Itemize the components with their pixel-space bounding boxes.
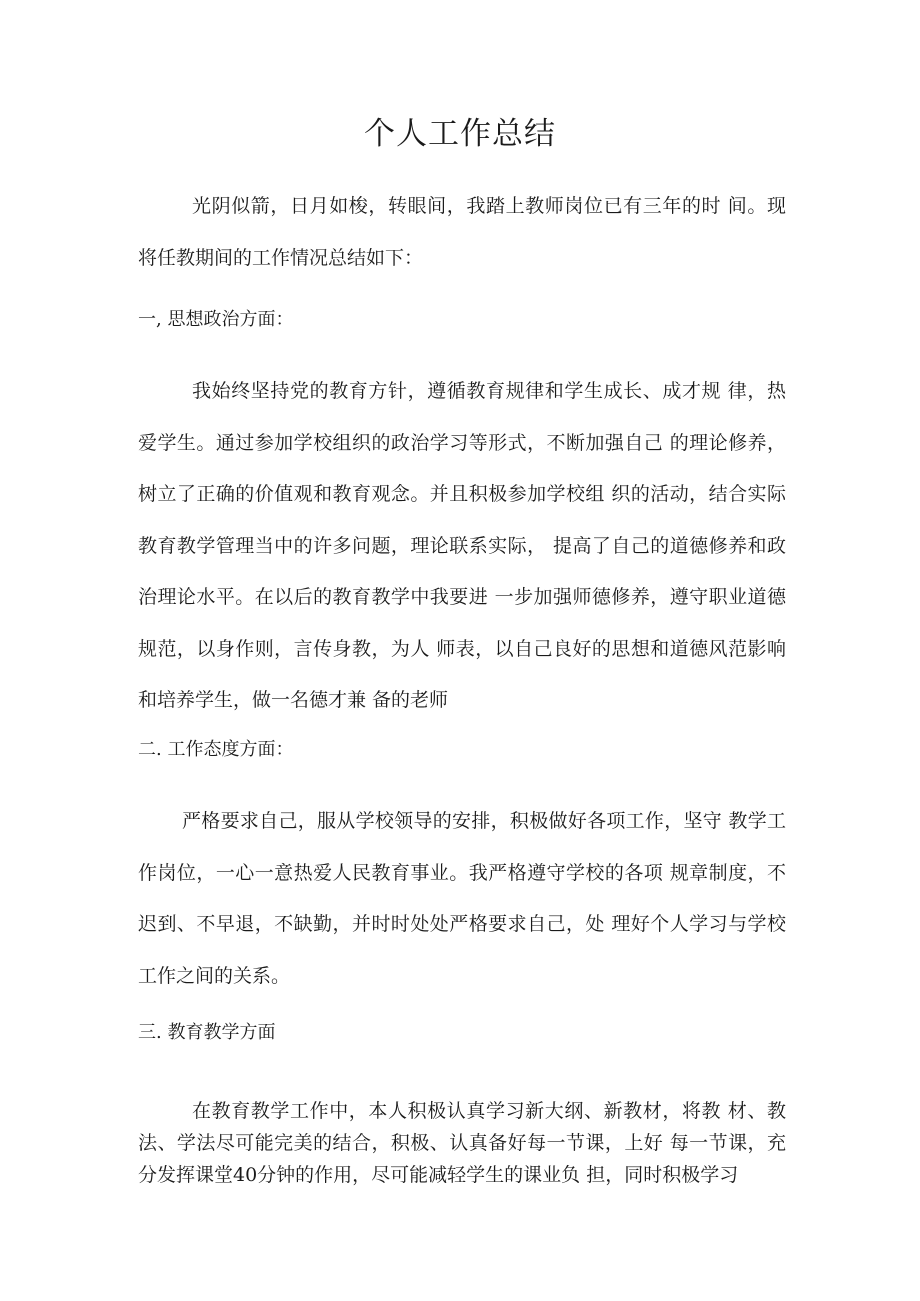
section-body-politics: 我始终坚持党的教育方针，遵循教育规律和学生成长、成才规 律，热爱学生。通过参加学校组织的政治学习等形式，不断加强自己 的理论修养，树立了正确的价值观和教育观念。并且积极参加学校组 织的活动，结合实际教育教学管理当中的许多问题，理论联系实际， 提高了自己的道德修养和政治理论水平。在以后的教育教学中我要进 一步加强师德修养，遵守职业道德规范，以身作则，言传身教，为人 师表，以自己良好的思想和道德风范影响和培养学生，做一名德才兼 备的老师 [138, 380, 786, 711]
section-heading-attitude: 二. 工作态度方面： [138, 739, 294, 760]
intro-paragraph: 光阴似箭，日月如梭，转眼间，我踏上教师岗位已有三年的时 间。现将任教期间的工作情况总结如下： [138, 195, 786, 269]
section-body-attitude: 严格要求自己，服从学校领导的安排，积极做好各项工作，坚守 教学工作岗位，一心一意热爱人民教育事业。我严格遵守学校的各项 规章制度，不迟到、不早退，不缺勤，并时时处处严格要求自己，处 理好个人学习与学校工作之间的关系。 [138, 810, 786, 987]
section-body-teaching: 在教育教学工作中，本人积极认真学习新大纲、新教材，将教 材、教法、学法尽可能完美的结合，积极、认真备好每一节课，上好 每一节课，充分发挥课堂40分钟的作用，尽可能减轻学生的课业负 担，同时积极学习 [138, 1100, 786, 1186]
section-heading-politics: 一, 思想政治方面： [138, 309, 294, 330]
section-heading-teaching: 三. 教育教学方面 [138, 1022, 276, 1043]
document-title: 个人工作总结 [364, 116, 556, 152]
